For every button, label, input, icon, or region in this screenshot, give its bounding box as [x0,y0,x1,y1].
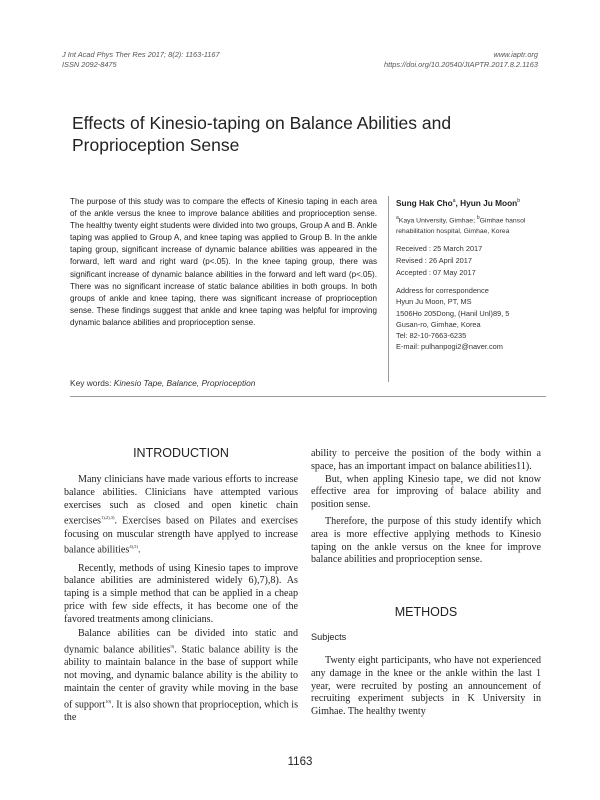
journal-website[interactable]: www.iaptr.org [493,50,538,59]
journal-header-left [62,50,220,70]
methods-heading: METHODS [394,605,458,619]
intro-paragraph-3: Balance abilities can be divided into static and dynamic balance abilities$^{9)}$. Static balance ability is the ability to maintain balance in the base of support while not moving, and dynamic balance ability is the ability to maintain the center of gravity while moving in the base of support$^{10)}$. It is also shown that proprioception, which is the [64,628,298,723]
authors: Sung Hak Cho$^a$, Hyun Ju Moon$^b$ [396,197,521,208]
correspondence-name: Hyun Ju Moon, PT, MS [396,297,472,307]
issn: ISSN 2092-8475 [62,60,117,69]
correspondence-label: Address for correspondence [396,286,489,296]
doi-link[interactable]: https://doi.org/10.20540/JIAPTR.2017.8.2.1163 [384,60,538,69]
correspondence [396,285,546,352]
received-date: Received : 25 March 2017 [396,244,483,254]
intro-paragraph-1: Many clinicians have made various efforts to increase balance abilities. Clinicians have attempted various exercises such as closed and open kinetic chain exercises$^{1),2),3)}$. Exercises based on Pilates and exercises focusing on muscular strength have applyed to increase balance abilities$^{4),5)}$. [64,474,298,556]
abstract: The purpose of this study was to compare the effects of Kinesio taping in each area of the ankle versus the knee to improve balance abilities and proprioception sense. The healthy twenty eight students were divided into two groups, Group A and B. Ankle taping was applied to Group A, and knee taping was applied to Group B. In the ankle taping group, significant increase of dynamic balance abilities was appeared in the forward, left ward and right ward (p<.05). In the knee taping group, there was significant increase of dynamic balance abilities in the forward and left ward (p<.05). There was no significant increase of static balance abilities in both groups. In both groups of ankle and knee taping, there was significant increase of proprioception sense. These findings suggest that ankle and knee taping was helpful for improving dynamic balance abilities and proprioception sense. [70,197,377,327]
right-paragraph-1: ability to perceive the position of the body within a space, has an important impact on balance abilities11). [311,448,541,472]
methods-text [311,655,541,719]
subjects-heading: Subjects [311,632,347,642]
accepted-date: Accepted : 07 May 2017 [396,268,476,278]
subjects-paragraph: Twenty eight participants, who have not experienced any damage in the knee or the ankle within the last 1 year, were recruited by posting an announcement of recruiting experiment subjects in K University in Gimhae. The healthy twenty [311,655,541,718]
intro-paragraph-2: Recently, methods of using Kinesio tapes to improve balance abilities are administered widely 6),7),8). As taping is a simple method that can be applied in a cheap price with few side effects, it has become one of the favored treatments among clinicians. [64,562,298,625]
article-dates [396,243,546,279]
right-paragraph-2: But, when appling Kinesio tape, we did not know effective area for improving of balace ability and position sense. [311,473,541,511]
correspondence-email[interactable]: E-mail: pulhanpogi2@naver.com [396,342,503,352]
article-info [396,196,546,352]
correspondence-address-1: 1506Ho 205Dong, (Hanil Unl)89, 5 [396,308,510,318]
introduction-heading: INTRODUCTION [133,446,229,460]
right-paragraph-3: Therefore, the purpose of this study identify which area is more effective applying methods to Kinesio taping on the ankle versus on the knee for improve balance abilities and proprioception sense. [311,515,541,566]
right-column [311,448,541,567]
page-number: 1163 [287,756,313,768]
paper-title: Effects of Kinesio-taping on Balance Abilities and Proprioception Sense [72,113,452,155]
section-divider [70,396,546,397]
column-divider [388,196,389,382]
affiliations: $^a$Kaya University, Gimhae; $^b$Gimhae hansol rehabilitation hospital, Gimhae, Korea [396,214,526,235]
keywords-label: Key words: [70,378,112,388]
journal-header-right [384,50,538,70]
keywords-text: Kinesio Tape, Balance, Proprioception [113,378,256,388]
journal-citation: J Int Acad Phys Ther Res 2017; 8(2): 1163-1167 [62,50,220,59]
correspondence-tel: Tel: 82-10-7663-6235 [396,331,467,341]
correspondence-address-2: Gusan-ro, Gimhae, Korea [396,319,481,329]
left-column [64,474,298,725]
revised-date: Revised : 26 April 2017 [396,256,473,266]
keywords [70,378,255,388]
